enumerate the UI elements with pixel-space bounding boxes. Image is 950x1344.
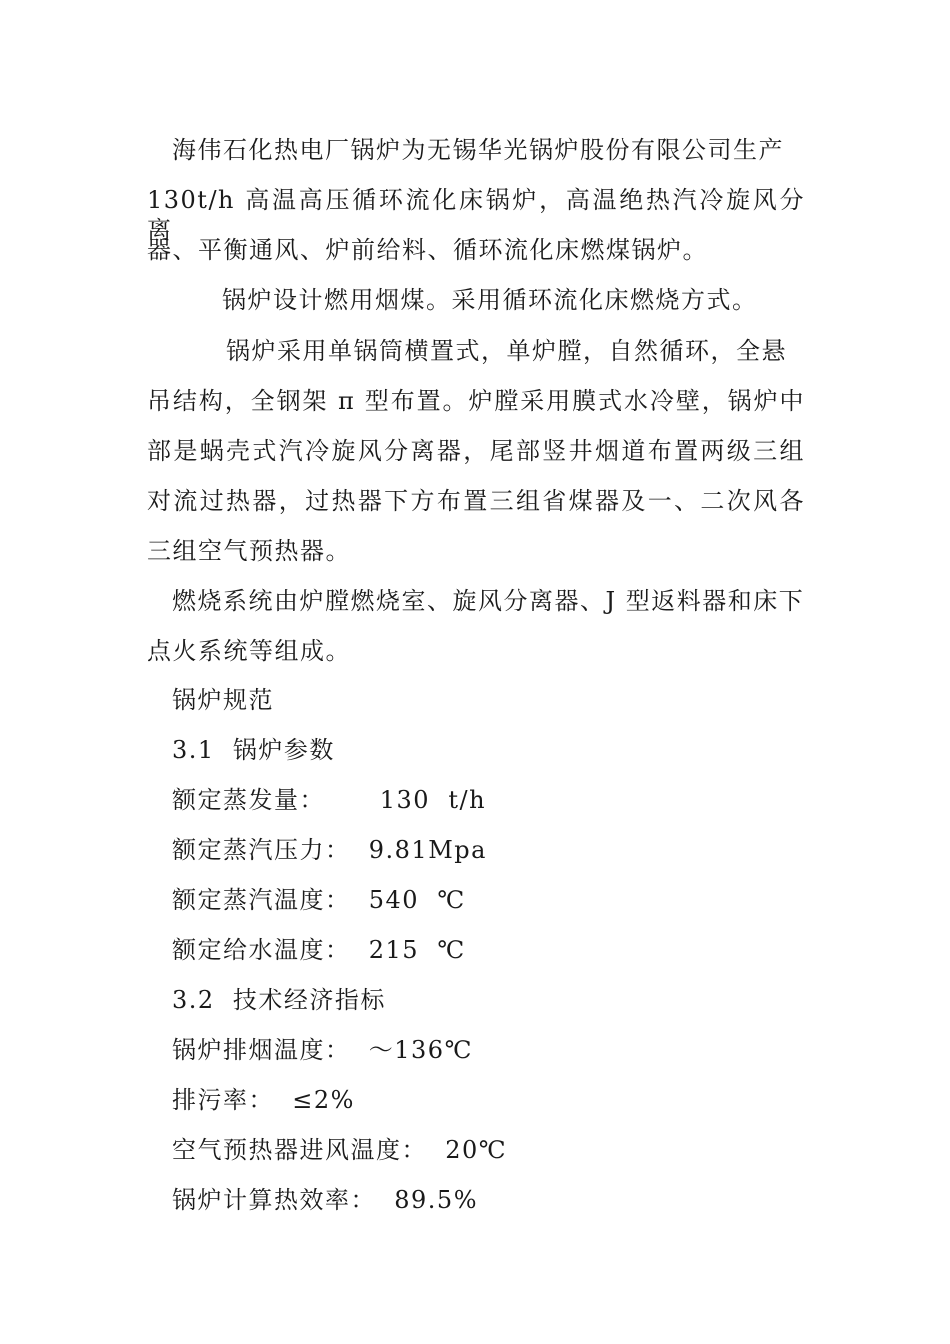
section-heading: 3.2 技术经济指标	[172, 986, 386, 1014]
section-title: 锅炉规范	[172, 686, 274, 714]
indicator-line: 锅炉排烟温度： ～136℃	[172, 1036, 473, 1064]
text-line: 部是蜗壳式汽冷旋风分离器，尾部竖井烟道布置两级三组	[147, 437, 805, 465]
text-line: 130t/h 高温高压循环流化床锅炉，高温绝热汽冷旋风分离	[147, 186, 805, 244]
text-line: 三组空气预热器。	[147, 537, 351, 565]
text-line: 对流过热器，过热器下方布置三组省煤器及一、二次风各	[147, 487, 805, 515]
text-line: 点火系统等组成。	[147, 637, 351, 665]
parameter-line: 额定给水温度： 215 ℃	[172, 936, 466, 964]
section-heading: 3.1 锅炉参数	[172, 736, 335, 764]
indicator-line: 锅炉计算热效率： 89.5%	[172, 1186, 478, 1214]
parameter-line: 额定蒸汽温度： 540 ℃	[172, 886, 466, 914]
indicator-line: 空气预热器进风温度： 20℃	[172, 1136, 508, 1164]
text-line: 海伟石化热电厂锅炉为无锡华光锅炉股份有限公司生产	[172, 136, 784, 164]
text-line: 吊结构，全钢架 π 型布置。炉膛采用膜式水冷壁，锅炉中	[147, 387, 805, 415]
text-line: 锅炉采用单锅筒横置式，单炉膛，自然循环，全悬	[226, 337, 787, 365]
text-line: 燃烧系统由炉膛燃烧室、旋风分离器、J 型返料器和床下	[172, 587, 805, 615]
indicator-line: 排污率： ≤2%	[172, 1086, 355, 1114]
text-line: 锅炉设计燃用烟煤。采用循环流化床燃烧方式。	[222, 286, 758, 314]
parameter-line: 额定蒸汽压力： 9.81Mpa	[172, 836, 487, 864]
parameter-line: 额定蒸发量： 130 t/h	[172, 786, 487, 814]
text-line: 器、平衡通风、炉前给料、循环流化床燃煤锅炉。	[147, 236, 708, 264]
